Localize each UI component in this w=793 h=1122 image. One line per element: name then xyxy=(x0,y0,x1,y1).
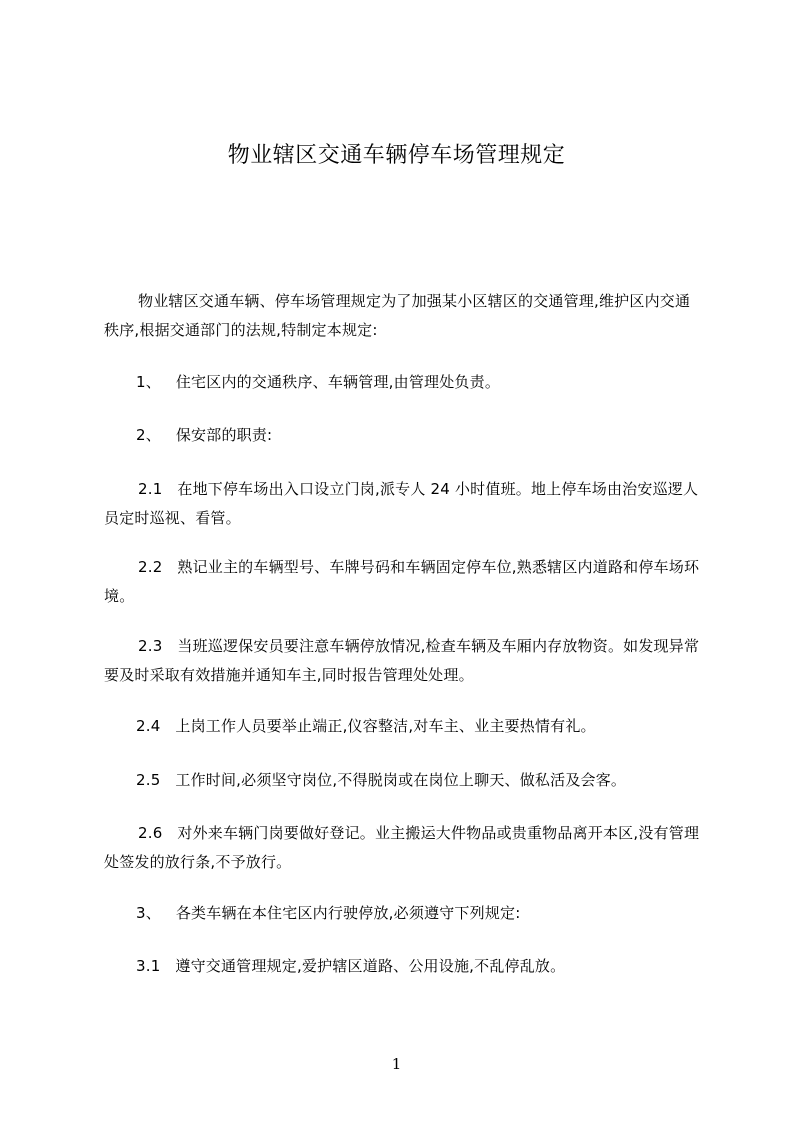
clause-label: 1、 xyxy=(136,373,161,391)
clause-label: 2.3 xyxy=(138,637,163,655)
document-title: 物业辖区交通车辆停车场管理规定 xyxy=(227,143,566,168)
intro-text: 物业辖区交通车辆、停车场管理规定为了加强某小区辖区的交通管理,维护区内交通秩序,根据交通部门的法规,特制定本规定: xyxy=(104,292,691,339)
intro-paragraph xyxy=(104,287,704,345)
page-number: 1 xyxy=(391,1055,402,1073)
clause-2-5 xyxy=(104,766,704,795)
clause-label: 2.5 xyxy=(136,771,161,789)
clause-text: 熟记业主的车辆型号、车牌号码和车辆固定停车位,熟悉辖区内道路和停车场环境。 xyxy=(104,558,700,605)
clause-2 xyxy=(104,421,704,450)
clause-text: 对外来车辆门岗要做好登记。业主搬运大件物品或贵重物品离开本区,没有管理处签发的放行条,不予放行。 xyxy=(104,824,700,871)
clause-label: 3.1 xyxy=(136,957,161,975)
clause-text: 各类车辆在本住宅区内行驶停放,必须遵守下列规定: xyxy=(175,904,521,922)
clause-3-1 xyxy=(104,952,704,981)
clause-text: 遵守交通管理规定,爱护辖区道路、公用设施,不乱停乱放。 xyxy=(175,957,566,975)
clause-label: 2.1 xyxy=(138,480,163,498)
clause-label: 2.4 xyxy=(136,717,161,735)
clause-label: 2.2 xyxy=(138,558,163,576)
clause-text: 当班巡逻保安员要注意车辆停放情况,检查车辆及车厢内存放物资。如发现异常要及时采取有效措施并通知车主,同时报告管理处处理。 xyxy=(104,637,700,684)
clause-text: 工作时间,必须坚守岗位,不得脱岗或在岗位上聊天、做私活及会客。 xyxy=(175,771,627,789)
clause-text: 保安部的职责: xyxy=(175,426,273,444)
clause-2-6 xyxy=(104,819,704,877)
clause-2-3 xyxy=(104,632,704,690)
clause-text: 上岗工作人员要举止端正,仪容整洁,对车主、业主要热情有礼。 xyxy=(175,717,596,735)
clause-3 xyxy=(104,899,704,928)
clause-label: 2、 xyxy=(136,426,161,444)
clause-label: 2.6 xyxy=(138,824,163,842)
clause-1 xyxy=(104,368,704,397)
clause-text: 住宅区内的交通秩序、车辆管理,由管理处负责。 xyxy=(175,373,501,391)
clause-2-2 xyxy=(104,553,704,611)
clause-2-4 xyxy=(104,712,704,741)
clause-text: 在地下停车场出入口设立门岗,派专人 24 小时值班。地上停车场由治安巡逻人员定时巡视、看管。 xyxy=(104,480,699,527)
clause-label: 3、 xyxy=(136,904,161,922)
clause-2-1 xyxy=(104,475,704,533)
